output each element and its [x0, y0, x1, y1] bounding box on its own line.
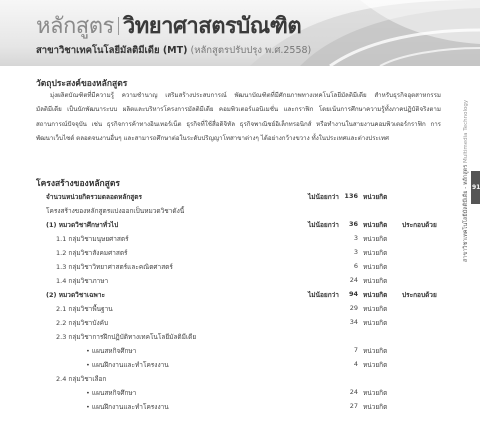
- structure-row: [36, 371, 466, 385]
- structure-row: [36, 287, 466, 301]
- row-label: 2.2 กลุ่มวิชาบังคับ: [56, 319, 109, 327]
- row-label: (2) หมวดวิชาเฉพาะ: [46, 291, 105, 299]
- row-credits: 94: [348, 290, 358, 298]
- side-title-main: สาขาวิชาเทคโนโลยีมัลติมีเดีย - หลักสูตร: [463, 164, 469, 262]
- row-credits: 4: [353, 360, 358, 368]
- row-credits: 27: [349, 402, 358, 410]
- row-credits: 3: [353, 234, 358, 242]
- structure-row: [36, 231, 466, 245]
- row-label: • แผนสหกิจศึกษา: [86, 389, 137, 397]
- row-label: 1.1 กลุ่มวิชามนุษยศาสตร์: [56, 235, 129, 243]
- page-subtitle: [36, 43, 311, 58]
- row-credits: 3: [353, 248, 358, 256]
- row-label: • แผนสหกิจศึกษา: [86, 347, 137, 355]
- row-unit: หน่วยกิต: [363, 263, 388, 271]
- objectives-text: มุ่งผลิตบัณฑิตที่มีความรู้ ความชำนาญ เสริมสร้างประสบการณ์ พัฒนาบัณฑิตที่มีศักยภาพทางเทคโนโลยีมัลติมีเดีย สำหรับธุรกิจอุตสาหกรรมมัลติมีเดีย เป็นนักพัฒนาระบบ ผลิตและบริหารโครงการมัลติมีเดีย คอมพิวเตอร์แอนิเมชั่น และกราฟิก โดยเน้นการศึกษาความรู้ทั้งภาคปฏิบัติจริงตามสถานการณ์ปัจจุบัน เช่น ธุรกิจการค้าทางอินเทอร์เน็ต ธุรกิจที่ใช้สื่อดิจิทัล ธุรกิจพาณิชย์อิเล็กทรอนิกส์ หรือทำงานในสายงานคอมพิวเตอร์กราฟิก การพัฒนาเว็บไซต์ ตลอดจนงานอื่นๆ และสามารถศึกษาต่อในระดับปริญญาโทสาขาต่างๆ ได้อย่างกว้างขวาง ทั้งในประเทศและต่างประเทศ: [36, 92, 441, 142]
- row-credits: 6: [353, 262, 358, 270]
- row-credits: 24: [349, 276, 358, 284]
- row-label: 2.3 กลุ่มวิชาการฝึกปฏิบัติทางเทคโนโลยีมัลติมีเดีย: [56, 333, 197, 341]
- row-label: • แผนฝึกงานและทำโครงงาน: [86, 361, 169, 369]
- structure-row: [36, 259, 466, 273]
- row-note: ประกอบด้วย: [402, 221, 437, 229]
- structure-row: [36, 189, 466, 203]
- structure-row: [36, 245, 466, 259]
- subtitle-revision: (หลักสูตรปรับปรุง พ.ศ.2558): [190, 45, 312, 56]
- side-title-sub: Multimedia Technology: [463, 99, 469, 164]
- objectives-paragraph: [36, 89, 441, 146]
- structure-table: [36, 189, 466, 413]
- row-unit: หน่วยกิต: [363, 249, 388, 257]
- structure-row: [36, 217, 466, 231]
- page-header: [0, 0, 480, 66]
- row-credits: 7: [353, 346, 358, 354]
- row-label: 1.3 กลุ่มวิชาวิทยาศาสตร์และคณิตศาสตร์: [56, 263, 173, 271]
- structure-row: [36, 203, 466, 217]
- row-unit: หน่วยกิต: [363, 403, 388, 411]
- row-credits: 36: [348, 220, 358, 228]
- structure-row: [36, 343, 466, 357]
- row-unit: หน่วยกิต: [363, 221, 388, 229]
- row-unit: หน่วยกิต: [363, 193, 388, 201]
- structure-row: [36, 357, 466, 371]
- structure-row: [36, 301, 466, 315]
- row-unit: หน่วยกิต: [363, 277, 388, 285]
- row-label: (1) หมวดวิชาศึกษาทั่วไป: [46, 221, 119, 229]
- title-prefix: หลักสูตร: [36, 14, 114, 39]
- row-unit: หน่วยกิต: [363, 235, 388, 243]
- row-credits: 29: [349, 304, 358, 312]
- page-title: [36, 8, 301, 43]
- row-minimum: ไม่น้อยกว่า: [308, 221, 339, 229]
- row-unit: หน่วยกิต: [363, 389, 388, 397]
- objectives-heading: วัตถุประสงค์ของหลักสูตร: [36, 79, 128, 89]
- row-credits: 136: [344, 192, 358, 200]
- row-unit: หน่วยกิต: [363, 319, 388, 327]
- row-unit: หน่วยกิต: [363, 361, 388, 369]
- row-credits: 34: [349, 318, 358, 326]
- row-note: ประกอบด้วย: [402, 291, 437, 299]
- row-label: โครงสร้างของหลักสูตรแบ่งออกเป็นหมวดวิชาดังนี้: [46, 207, 185, 215]
- page-number: 91: [472, 184, 480, 191]
- structure-row: [36, 399, 466, 413]
- structure-row: [36, 273, 466, 287]
- row-minimum: ไม่น้อยกว่า: [308, 193, 339, 201]
- structure-row: [36, 315, 466, 329]
- row-label: • แผนฝึกงานและทำโครงงาน: [86, 403, 169, 411]
- structure-heading: โครงสร้างของหลักสูตร: [36, 179, 120, 189]
- row-label: 2.1 กลุ่มวิชาพื้นฐาน: [56, 305, 113, 313]
- row-unit: หน่วยกิต: [363, 291, 388, 299]
- row-label: 1.4 กลุ่มวิชาภาษา: [56, 277, 109, 285]
- row-minimum: ไม่น้อยกว่า: [308, 291, 339, 299]
- row-label: 1.2 กลุ่มวิชาสังคมศาสตร์: [56, 249, 128, 257]
- title-main: วิทยาศาสตรบัณฑิต: [122, 14, 302, 39]
- structure-row: [36, 329, 466, 343]
- side-running-title: [462, 100, 470, 262]
- row-unit: หน่วยกิต: [363, 305, 388, 313]
- structure-row: [36, 385, 466, 399]
- row-label: 2.4 กลุ่มวิชาเลือก: [56, 375, 107, 383]
- row-unit: หน่วยกิต: [363, 347, 388, 355]
- row-credits: 24: [349, 388, 358, 396]
- row-label: จำนวนหน่วยกิตรวมตลอดหลักสูตร: [46, 193, 142, 201]
- title-divider: [118, 17, 119, 35]
- subtitle-program: สาขาวิชาเทคโนโลยีมัลติมีเดีย (MT): [36, 45, 188, 56]
